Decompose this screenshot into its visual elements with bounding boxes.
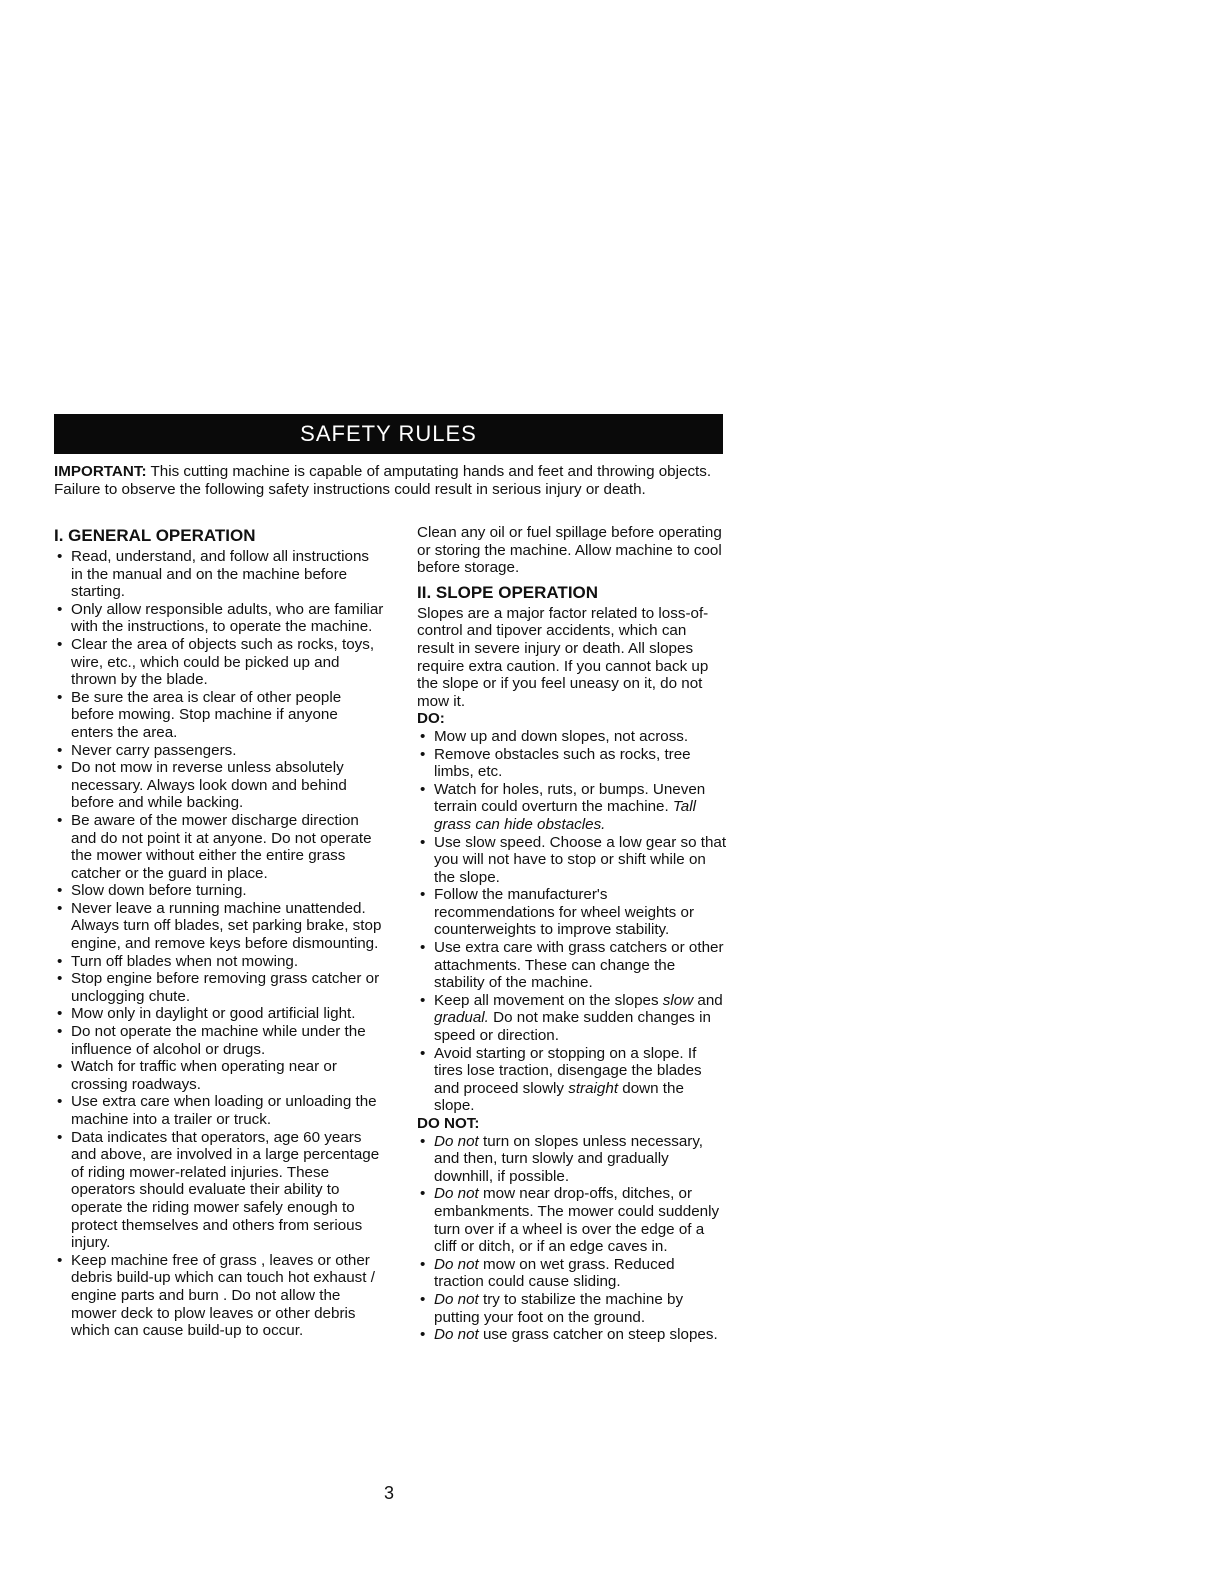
general-operation-heading: I. GENERAL OPERATION (54, 526, 256, 545)
item-text: and (693, 991, 723, 1009)
item-text: mow on wet grass. Reduced traction could cause sliding. (434, 1255, 675, 1291)
list-item (417, 1326, 727, 1344)
important-notice (54, 463, 734, 498)
item-text: Do not make sudden changes in speed or direction. (434, 1009, 711, 1045)
item-text: Avoid starting or stopping on a slope. If tires lose traction, disengage the blades and proceed slowly (434, 1044, 702, 1097)
list-item: • Only allow responsible adults, who are familiar with the instructions, to operate the machine. (54, 601, 384, 636)
item-text: down the slope. (434, 1079, 684, 1115)
item-text: Keep all movement on the slopes (434, 991, 663, 1009)
list-item: • Keep machine free of grass , leaves or other debris build-up which can touch hot exhaust / engine parts and burn . Do not allow the mower deck to plow leaves or other debris which can cause build-up to occur. (54, 1252, 384, 1340)
item-emphasis: Do not (434, 1290, 479, 1308)
list-item: • Mow only in daylight or good artificial light. (54, 1005, 384, 1023)
item-text: use grass catcher on steep slopes. (478, 1326, 718, 1344)
item-emphasis: gradual. (434, 1009, 489, 1027)
list-item (417, 1185, 727, 1255)
list-item (417, 1045, 727, 1115)
list-item: • Do not operate the machine while under the influence of alcohol or drugs. (54, 1023, 384, 1058)
list-item: • Slow down before turning. (54, 882, 384, 900)
do-label: DO: (417, 710, 445, 728)
do-not-label: DO NOT: (417, 1115, 480, 1132)
slope-intro: Slopes are a major factor related to loss-of-control and tipover accidents, which can result in severe injury or death. All slopes require extra caution. If you cannot back up the slope or if you feel uneasy on it, do not mow it. (417, 604, 709, 710)
item-emphasis: Do not (434, 1185, 479, 1203)
item-text: Watch for holes, ruts, or bumps. Uneven terrain could overturn the machine. (434, 780, 706, 816)
item-text: turn on slopes unless necessary, and then, turn slowly and gradually downhill, if possible. (434, 1132, 704, 1185)
general-continued-text: Clean any oil or fuel spillage before operating or storing the machine. Allow machine to cool before storage. (417, 524, 722, 577)
page-number: 3 (384, 1483, 395, 1503)
list-item: • Be sure the area is clear of other people before mowing. Stop machine if anyone enters the area. (54, 689, 384, 742)
item-text: mow near drop-offs, ditches, or embankments. The mower could suddenly turn over if a wheel is over the edge of a cliff or ditch, or if an edge caves in. (434, 1185, 720, 1256)
list-item (417, 1291, 727, 1326)
list-item: • Watch for traffic when operating near or crossing roadways. (54, 1058, 384, 1093)
item-text: try to stabilize the machine by putting your foot on the ground. (434, 1290, 684, 1326)
list-item: • Do not mow in reverse unless absolutely necessary. Always look down and behind before and while backing. (54, 759, 384, 812)
list-item: • Mow up and down slopes, not across. (417, 728, 727, 746)
item-emphasis: Tall grass can hide obstacles. (434, 798, 696, 833)
general-operation-list (54, 548, 384, 1340)
list-item: • Use extra care when loading or unloading the machine into a trailer or truck. (54, 1093, 384, 1128)
item-emphasis: Do not (434, 1255, 479, 1273)
item-emphasis: slow (662, 991, 694, 1009)
list-item: • Be aware of the mower discharge direction and do not point it at anyone. Do not operate the mower without either the entire grass catcher or the guard in place. (54, 812, 384, 882)
list-item: • Data indicates that operators, age 60 years and above, are involved in a large percentage of riding mower-related injuries. These operators should evaluate their ability to operate the riding mower safely enough to protect themselves and others from serious injury. (54, 1129, 384, 1252)
safety-rules-banner (54, 414, 723, 454)
list-item: • Clear the area of objects such as rocks, toys, wire, etc., which could be picked up and thrown by the blade. (54, 636, 384, 689)
list-item (417, 1256, 727, 1291)
slope-operation-heading: II. SLOPE OPERATION (417, 582, 599, 602)
list-item: • Never carry passengers. (54, 742, 384, 760)
right-column (417, 524, 727, 1344)
banner-title: SAFETY RULES (300, 421, 477, 446)
list-item: • Use slow speed. Choose a low gear so that you will not have to stop or shift while on the slope. (417, 834, 727, 887)
list-item: • Use extra care with grass catchers or other attachments. These can change the stability of the machine. (417, 939, 727, 992)
list-item: • Stop engine before removing grass catcher or unclogging chute. (54, 970, 384, 1005)
list-item: • Never leave a running machine unattended. Always turn off blades, set parking brake, stop engine, and remove keys before dismounting. (54, 900, 384, 953)
do-not-list (417, 1133, 727, 1344)
item-emphasis: Do not (434, 1132, 479, 1150)
important-text: This cutting machine is capable of amputating hands and feet and throwing objects. Failure to observe the following safety instructions could result in serious injury or death. (54, 463, 712, 498)
list-item (417, 781, 727, 834)
item-emphasis: straight (568, 1079, 619, 1097)
list-item (417, 1133, 727, 1186)
do-list (417, 728, 727, 1115)
item-emphasis: Do not (434, 1326, 479, 1344)
list-item: • Read, understand, and follow all instructions in the manual and on the machine before starting. (54, 548, 384, 601)
list-item: • Turn off blades when not mowing. (54, 953, 384, 971)
list-item: • Follow the manufacturer's recommendations for wheel weights or counterweights to improve stability. (417, 886, 727, 939)
left-column (54, 526, 384, 1340)
list-item (417, 992, 727, 1045)
important-label: IMPORTANT: (54, 463, 147, 480)
list-item: • Remove obstacles such as rocks, tree limbs, etc. (417, 746, 727, 781)
